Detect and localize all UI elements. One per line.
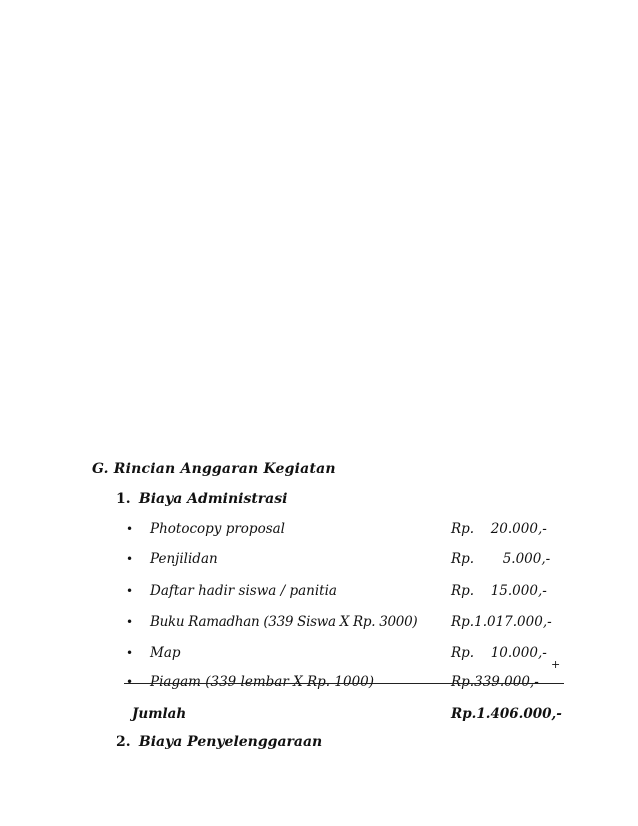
subsection-number: 2. xyxy=(116,734,131,750)
currency-label: Rp. xyxy=(451,521,475,537)
currency-label: Rp. xyxy=(451,645,475,661)
subsection-number: 1. xyxy=(116,491,131,507)
item-label: Map xyxy=(150,645,181,661)
sum-line xyxy=(124,683,564,684)
currency-label: Rp. xyxy=(451,674,475,690)
item-amount xyxy=(451,612,552,632)
total-label: Jumlah xyxy=(132,706,187,722)
budget-item-map xyxy=(126,643,566,663)
item-label: Piagam (339 lembar X Rp. 1000) xyxy=(150,674,375,690)
item-amount xyxy=(451,672,539,692)
total-amount: Rp.1.406.000,- xyxy=(451,706,562,722)
amount-value: 10.000,- xyxy=(490,645,547,661)
currency-label: Rp. xyxy=(451,614,475,630)
budget-item-penjilidan xyxy=(126,549,566,569)
item-amount xyxy=(451,549,550,569)
section-title: G. Rincian Anggaran Kegiatan xyxy=(92,461,336,477)
currency-label: Rp. xyxy=(451,583,475,599)
item-amount xyxy=(451,643,547,663)
amount-value: 1.017.000,- xyxy=(474,614,552,630)
subsection-biaya-administrasi xyxy=(116,491,287,507)
subsection-title: Biaya Administrasi xyxy=(138,491,288,507)
bullet-icon: • xyxy=(126,615,134,629)
bullet-icon: • xyxy=(126,522,134,536)
amount-value: 20.000,- xyxy=(490,521,547,537)
budget-item-buku-ramadhan xyxy=(126,612,566,632)
subsection-title: Biaya Penyelenggaraan xyxy=(138,734,323,750)
plus-sign: + xyxy=(551,658,561,671)
subsection-biaya-penyelenggaraan xyxy=(116,734,322,750)
item-amount xyxy=(451,519,547,539)
item-amount xyxy=(451,581,547,601)
bullet-icon: • xyxy=(126,552,134,566)
budget-item-piagam xyxy=(126,672,566,692)
total-row xyxy=(132,704,562,724)
item-label: Buku Ramadhan (339 Siswa X Rp. 3000) xyxy=(150,614,418,630)
item-label: Daftar hadir siswa / panitia xyxy=(150,583,337,599)
amount-value: 15.000,- xyxy=(490,583,547,599)
item-label: Penjilidan xyxy=(150,551,218,567)
bullet-icon: • xyxy=(126,646,134,660)
amount-value: 5.000,- xyxy=(502,551,551,567)
currency-label: Rp. xyxy=(451,551,475,567)
item-label: Photocopy proposal xyxy=(150,521,285,537)
amount-value: 339.000,- xyxy=(474,674,539,690)
bullet-icon: • xyxy=(126,675,134,689)
budget-item-daftar-hadir xyxy=(126,581,566,601)
budget-item-photocopy xyxy=(126,519,566,539)
bullet-icon: • xyxy=(126,584,134,598)
